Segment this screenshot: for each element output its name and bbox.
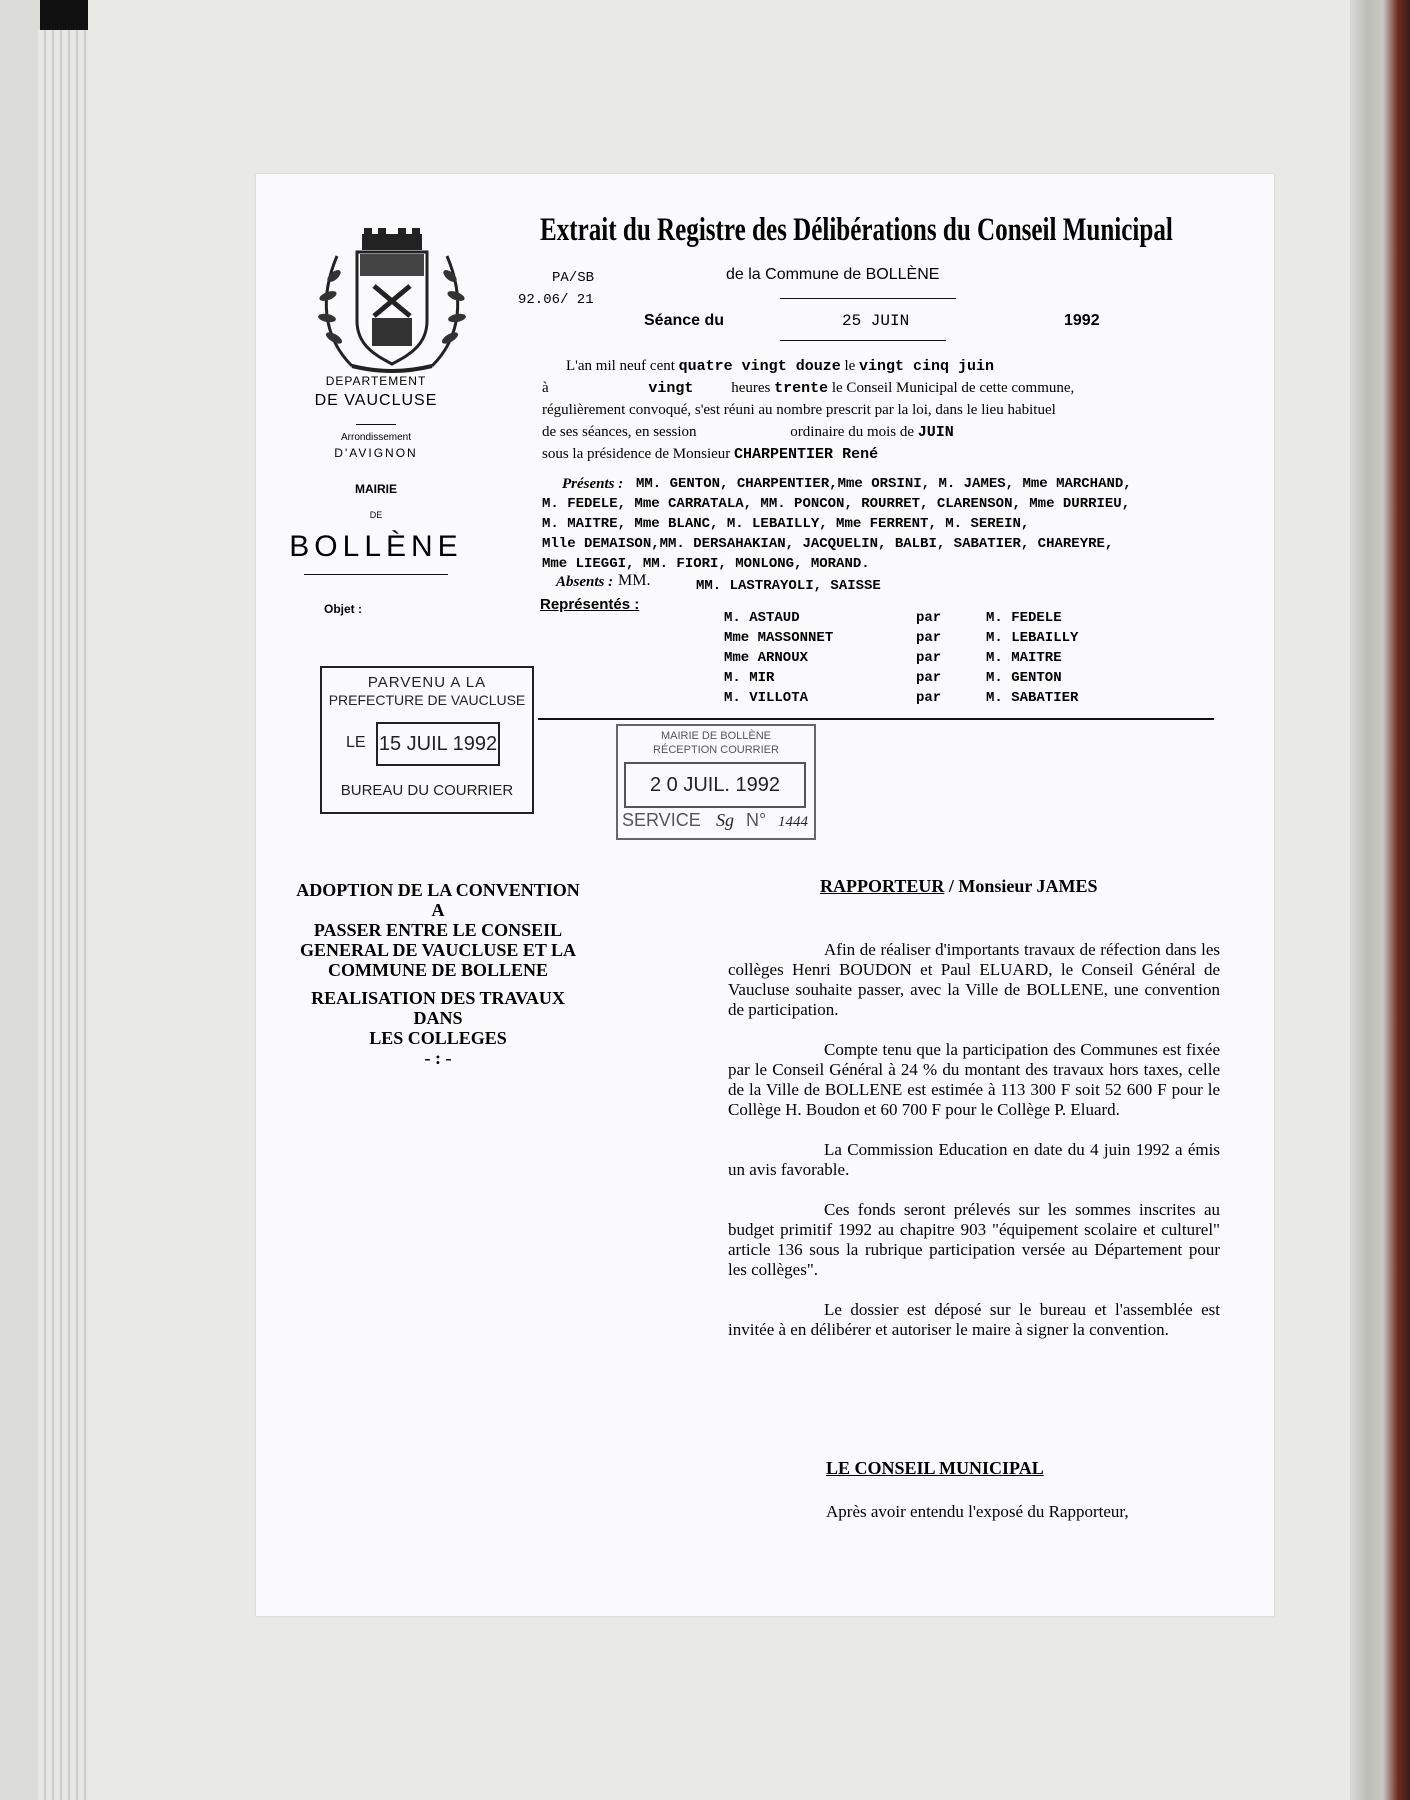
representes-par: par [916,630,942,646]
closing-line: Après avoir entendu l'exposé du Rapporteur, [826,1502,1129,1521]
representes-who: M. MIR [724,670,775,686]
prefecture-stamp-line-2: PREFECTURE DE VAUCLUSE [328,692,526,708]
preamble-line-2 [542,380,1074,397]
town-name: BOLLÈNE [289,530,463,563]
absents-mm: MM. [618,572,651,589]
book-page-edges [38,30,90,1800]
preamble-president-value: CHARPENTIER René [734,446,879,463]
subject-separator: - : - [424,1048,452,1068]
preamble-month-value: JUIN [917,424,954,441]
representes-by: M. GENTON [986,670,1062,686]
seance-date: 25 JUIN [842,312,910,330]
presents-line: Mme LIEGGI, MM. FIORI, MONLONG, MORAND. [542,556,870,572]
presents-line: M. FEDELE, Mme CARRATALA, MM. PONCON, ROURRET, CLARENSON, Mme DURRIEU, [542,496,1131,512]
subject-title-line: ADOPTION DE LA CONVENTION A [296,880,580,920]
commune-line: de la Commune de BOLLÈNE [726,266,940,283]
rapporteur-name: / Monsieur JAMES [944,876,1098,896]
prefecture-stamp-le: LE [346,734,366,751]
presents-label: Présents : [562,476,624,492]
presents-line: MM. GENTON, CHARPENTIER,Mme ORSINI, M. JAMES, Mme MARCHAND, [636,476,1132,492]
seance-underline [780,340,946,341]
preamble-conseil: le Conseil Municipal de cette commune, [831,380,1075,396]
absents-list: MM. LASTRAYOLI, SAISSE [696,578,881,594]
subject-subtitle [296,988,580,1048]
rapport-paragraph: Afin de réaliser d'importants travaux de réfection dans les collèges Henri BOUDON et Paul ELUARD, le Conseil Général de Vaucluse souhaite passer, avec la Ville de BOLLENE, une convention de participation. [728,940,1220,1019]
preamble-line-3: régulièrement convoqué, s'est réuni au nombre prescrit par la loi, dans le lieu habituel [542,402,1056,418]
preamble-ordinaire: ordinaire du mois de [790,424,915,440]
departement-name: DE VAUCLUSE [314,392,438,409]
rapporteur-label: RAPPORTEUR [820,876,945,896]
book-binding-left [0,0,40,1800]
preamble-presidence: sous la présidence de Monsieur [542,446,731,462]
representes-by: M. SABATIER [986,690,1079,706]
subject-title-line: GENERAL DE VAUCLUSE ET LA [299,940,577,960]
rapport-paragraph: Compte tenu que la participation des Communes est fixée par le Conseil Général à 24 % du montant des travaux hors taxes, celle de la Ville de BOLLENE est estimée à 113 300 F soit 52 600 F pour le Collège H. Boudon et 60 700 F pour le Collège P. Eluard. [728,1040,1220,1119]
mairie-label: MAIRIE [355,482,397,496]
representes-par: par [916,650,942,666]
representes-who: M. ASTAUD [724,610,800,626]
mairie-stamp-service-handwritten: Sg [716,810,734,830]
preamble-year-label: L'an mil neuf cent [566,358,675,374]
document-title: Extrait du Registre des Délibérations du Conseil Municipal [540,212,1173,248]
representes-label: Représentés : [540,596,640,613]
reference-2: 92.06/ 21 [518,292,594,308]
presents-line: Mlle DEMAISON,MM. DERSAHAKIAN, JACQUELIN, BALBI, SABATIER, CHAREYRE, [542,536,1114,552]
subject-title-line: PASSER ENTRE LE CONSEIL [313,920,563,940]
de-label: DE [369,510,383,520]
commune-underline [780,298,956,299]
conseil-heading: LE CONSEIL MUNICIPAL [826,1458,1044,1478]
rapporteur-line [820,876,1098,897]
arrondissement-name: D'AVIGNON [334,446,418,460]
mairie-stamp-date: 2 0 JUIL. 1992 [624,762,806,808]
seance-year: 1992 [1064,312,1100,329]
seance-label: Séance du [644,312,725,329]
preamble-line-5 [542,446,878,463]
representes-par: par [916,690,942,706]
representes-by: M. MAITRE [986,650,1062,666]
presents-line: M. MAITRE, Mme BLANC, M. LEBAILLY, Mme FERRENT, M. SEREIN, [542,516,1030,532]
preamble-day-value: vingt cinq juin [859,358,995,375]
representes-par: par [916,670,942,686]
subject-title-line: COMMUNE DE BOLLENE [327,960,549,980]
preamble-line-4 [542,424,954,441]
mairie-stamp-service: SERVICE [622,810,701,830]
prefecture-stamp-date: 15 JUIL 1992 [376,722,500,766]
coat-of-arms-icon [312,226,472,376]
document-sheet [256,174,1274,1616]
preamble-minutes-value: trente [774,380,829,397]
departement-label: DEPARTEMENT [325,374,427,388]
representes-who: Mme MASSONNET [724,630,834,646]
preamble-le: le [844,358,856,374]
representes-who: M. VILLOTA [724,690,809,706]
rapport-paragraph: Ces fonds seront prélevés sur les sommes inscrites au budget primitif 1992 au chapitre 903 "équipement scolaire et culturel" article 136 sous la rubrique participation versée au Département pour les collèges". [728,1200,1220,1279]
rapport-body [728,940,1220,1360]
rapport-paragraph: Le dossier est déposé sur le bureau et l'assemblée est invitée à en délibérer et autoriser le maire à signer la convention. [728,1300,1220,1339]
representes-by: M. FEDELE [986,610,1062,626]
prefecture-stamp [320,666,534,814]
mairie-stamp-line-2: RÉCEPTION COURRIER [653,744,779,756]
prefecture-stamp-bureau: BUREAU DU COURRIER [340,782,514,799]
mairie-stamp-line-1: MAIRIE DE BOLLÈNE [660,730,772,742]
subject-title [296,880,580,980]
preamble-session: de ses séances, en session [542,424,697,440]
prefecture-stamp-line-1: PARVENU A LA [367,674,487,691]
mairie-stamp-number-label: N° [746,810,767,830]
mairie-stamp-number-handwritten: 1444 [778,814,808,830]
representes-who: Mme ARNOUX [724,650,809,666]
mairie-reception-stamp [616,724,816,840]
book-binding-right [1350,0,1410,1800]
objet-label: Objet : [324,602,362,616]
preamble-hour-value: vingt [648,380,694,397]
arrondissement-label: Arrondissement [340,432,412,443]
representes-by: M. LEBAILLY [986,630,1079,646]
divider [356,424,396,425]
absents-label: Absents : [556,574,614,590]
header-separator-line [538,718,1214,720]
rapport-paragraph: La Commission Education en date du 4 juin 1992 a émis un avis favorable. [728,1140,1220,1179]
town-underline [304,574,448,575]
subject-subtitle-line: REALISATION DES TRAVAUX DANS [311,988,565,1028]
representes-par: par [916,610,942,626]
subject-subtitle-line: LES COLLEGES [369,1028,507,1048]
preamble-heures: heures [731,380,771,396]
preamble-a: à [542,380,549,396]
preamble-line-1 [566,358,994,375]
reference-1: PA/SB [552,270,595,286]
preamble-year-value: quatre vingt douze [678,358,841,375]
